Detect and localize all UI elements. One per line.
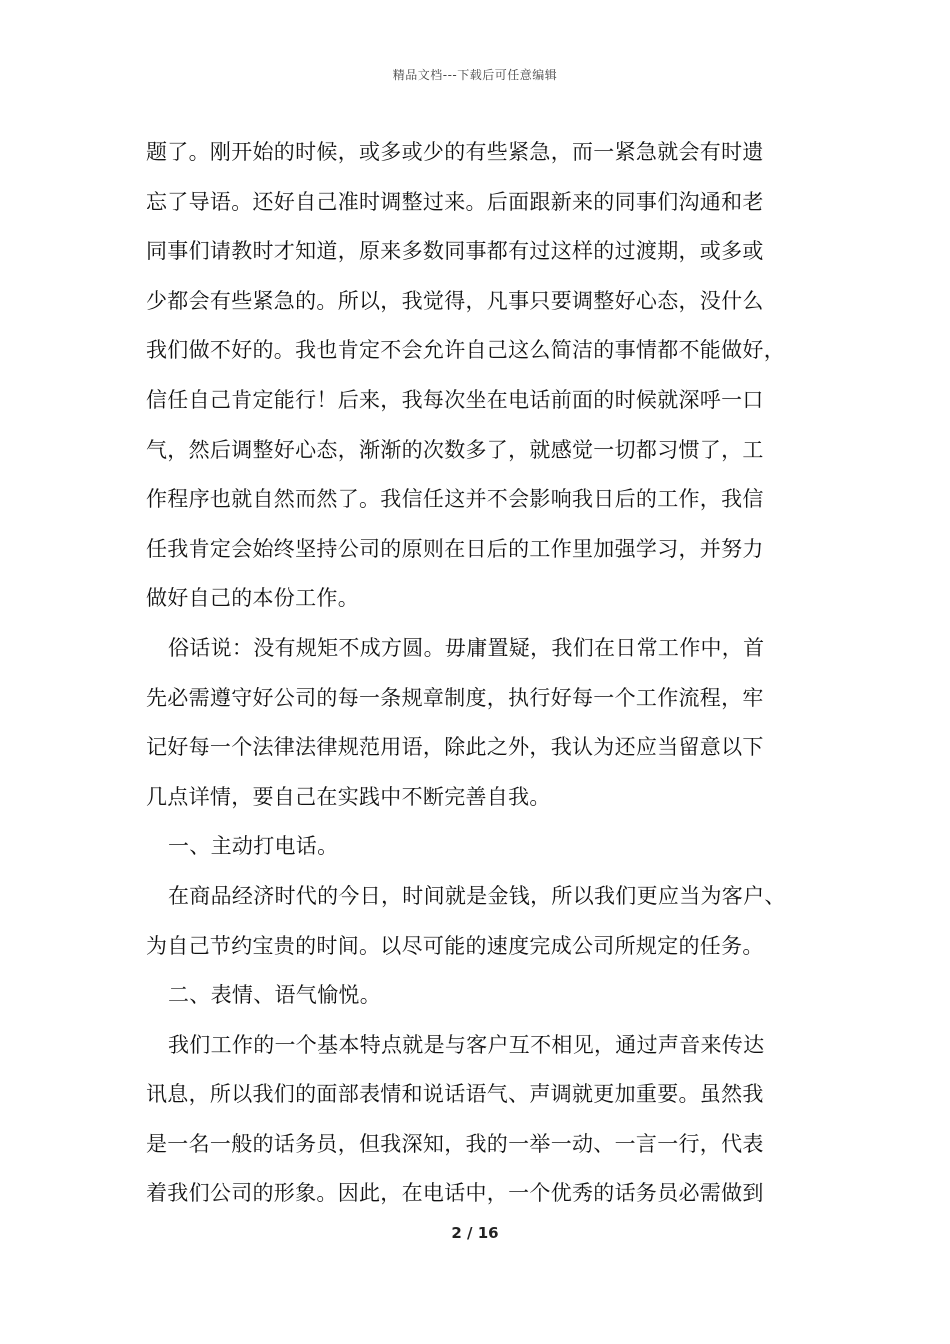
page-number: 2 / 16 [451,1224,499,1242]
text-line: 题了。刚开始的时候，或多或少的有些紧急，而一紧急就会有时遗 [146,140,764,164]
text-line: 讯息，所以我们的面部表情和说话语气、声调就更加重要。虽然我 [146,1082,764,1107]
body-text [146,128,806,1219]
text-line: 作程序也就自然而然了。我信任这并不会影响我日后的工作，我信 [146,487,764,512]
section-heading: 一、主动打电话。 [168,834,339,859]
text-line: 着我们公司的形象。因此，在电话中，一个优秀的话务员必需做到 [146,1181,764,1206]
page-header: 精品文档---下载后可任意编辑 [392,68,558,82]
paragraph-start-line: 在商品经济时代的今日，时间就是金钱，所以我们更应当为客户、 [168,883,786,908]
text-line: 少都会有些紧急的。所以，我觉得，凡事只要调整好心态，没什么 [146,288,764,313]
text-line: 忘了导语。还好自己准时调整过来。后面跟新来的同事们沟通和老 [146,189,764,214]
text-line: 同事们请教时才知道，原来多数同事都有过这样的过渡期，或多或 [146,239,764,264]
text-line: 几点详情，要自己在实践中不断完善自我。 [146,784,551,809]
section-heading: 二、表情、语气愉悦。 [168,983,381,1008]
paragraph-start-line: 俗话说：没有规矩不成方圆。毋庸置疑，我们在日常工作中，首 [168,635,765,660]
text-line: 气，然后调整好心态，渐渐的次数多了，就感觉一切都习惯了，工 [146,437,764,462]
text-line: 是一名一般的话务员，但我深知，我的一举一动、一言一行，代表 [146,1131,764,1156]
text-line: 我们做不好的。我也肯定不会允许自己这么简洁的事情都不能做好， [146,338,785,363]
text-line: 任我肯定会始终坚持公司的原则在日后的工作里加强学习，并努力 [146,536,764,561]
text-line: 为自己节约宝贵的时间。以尽可能的速度完成公司所规定的任务。 [146,933,764,958]
paragraph-start-line: 我们工作的一个基本特点就是与客户互不相见，通过声音来传达 [168,1032,765,1057]
text-line: 信任自己肯定能行！后来，我每次坐在电话前面的时候就深呼一口 [146,387,764,412]
text-line: 做好自己的本份工作。 [146,586,359,611]
text-line: 记好每一个法律法律规范用语，除此之外，我认为还应当留意以下 [146,735,764,760]
text-line: 先必需遵守好公司的每一条规章制度，执行好每一个工作流程，牢 [146,685,764,710]
